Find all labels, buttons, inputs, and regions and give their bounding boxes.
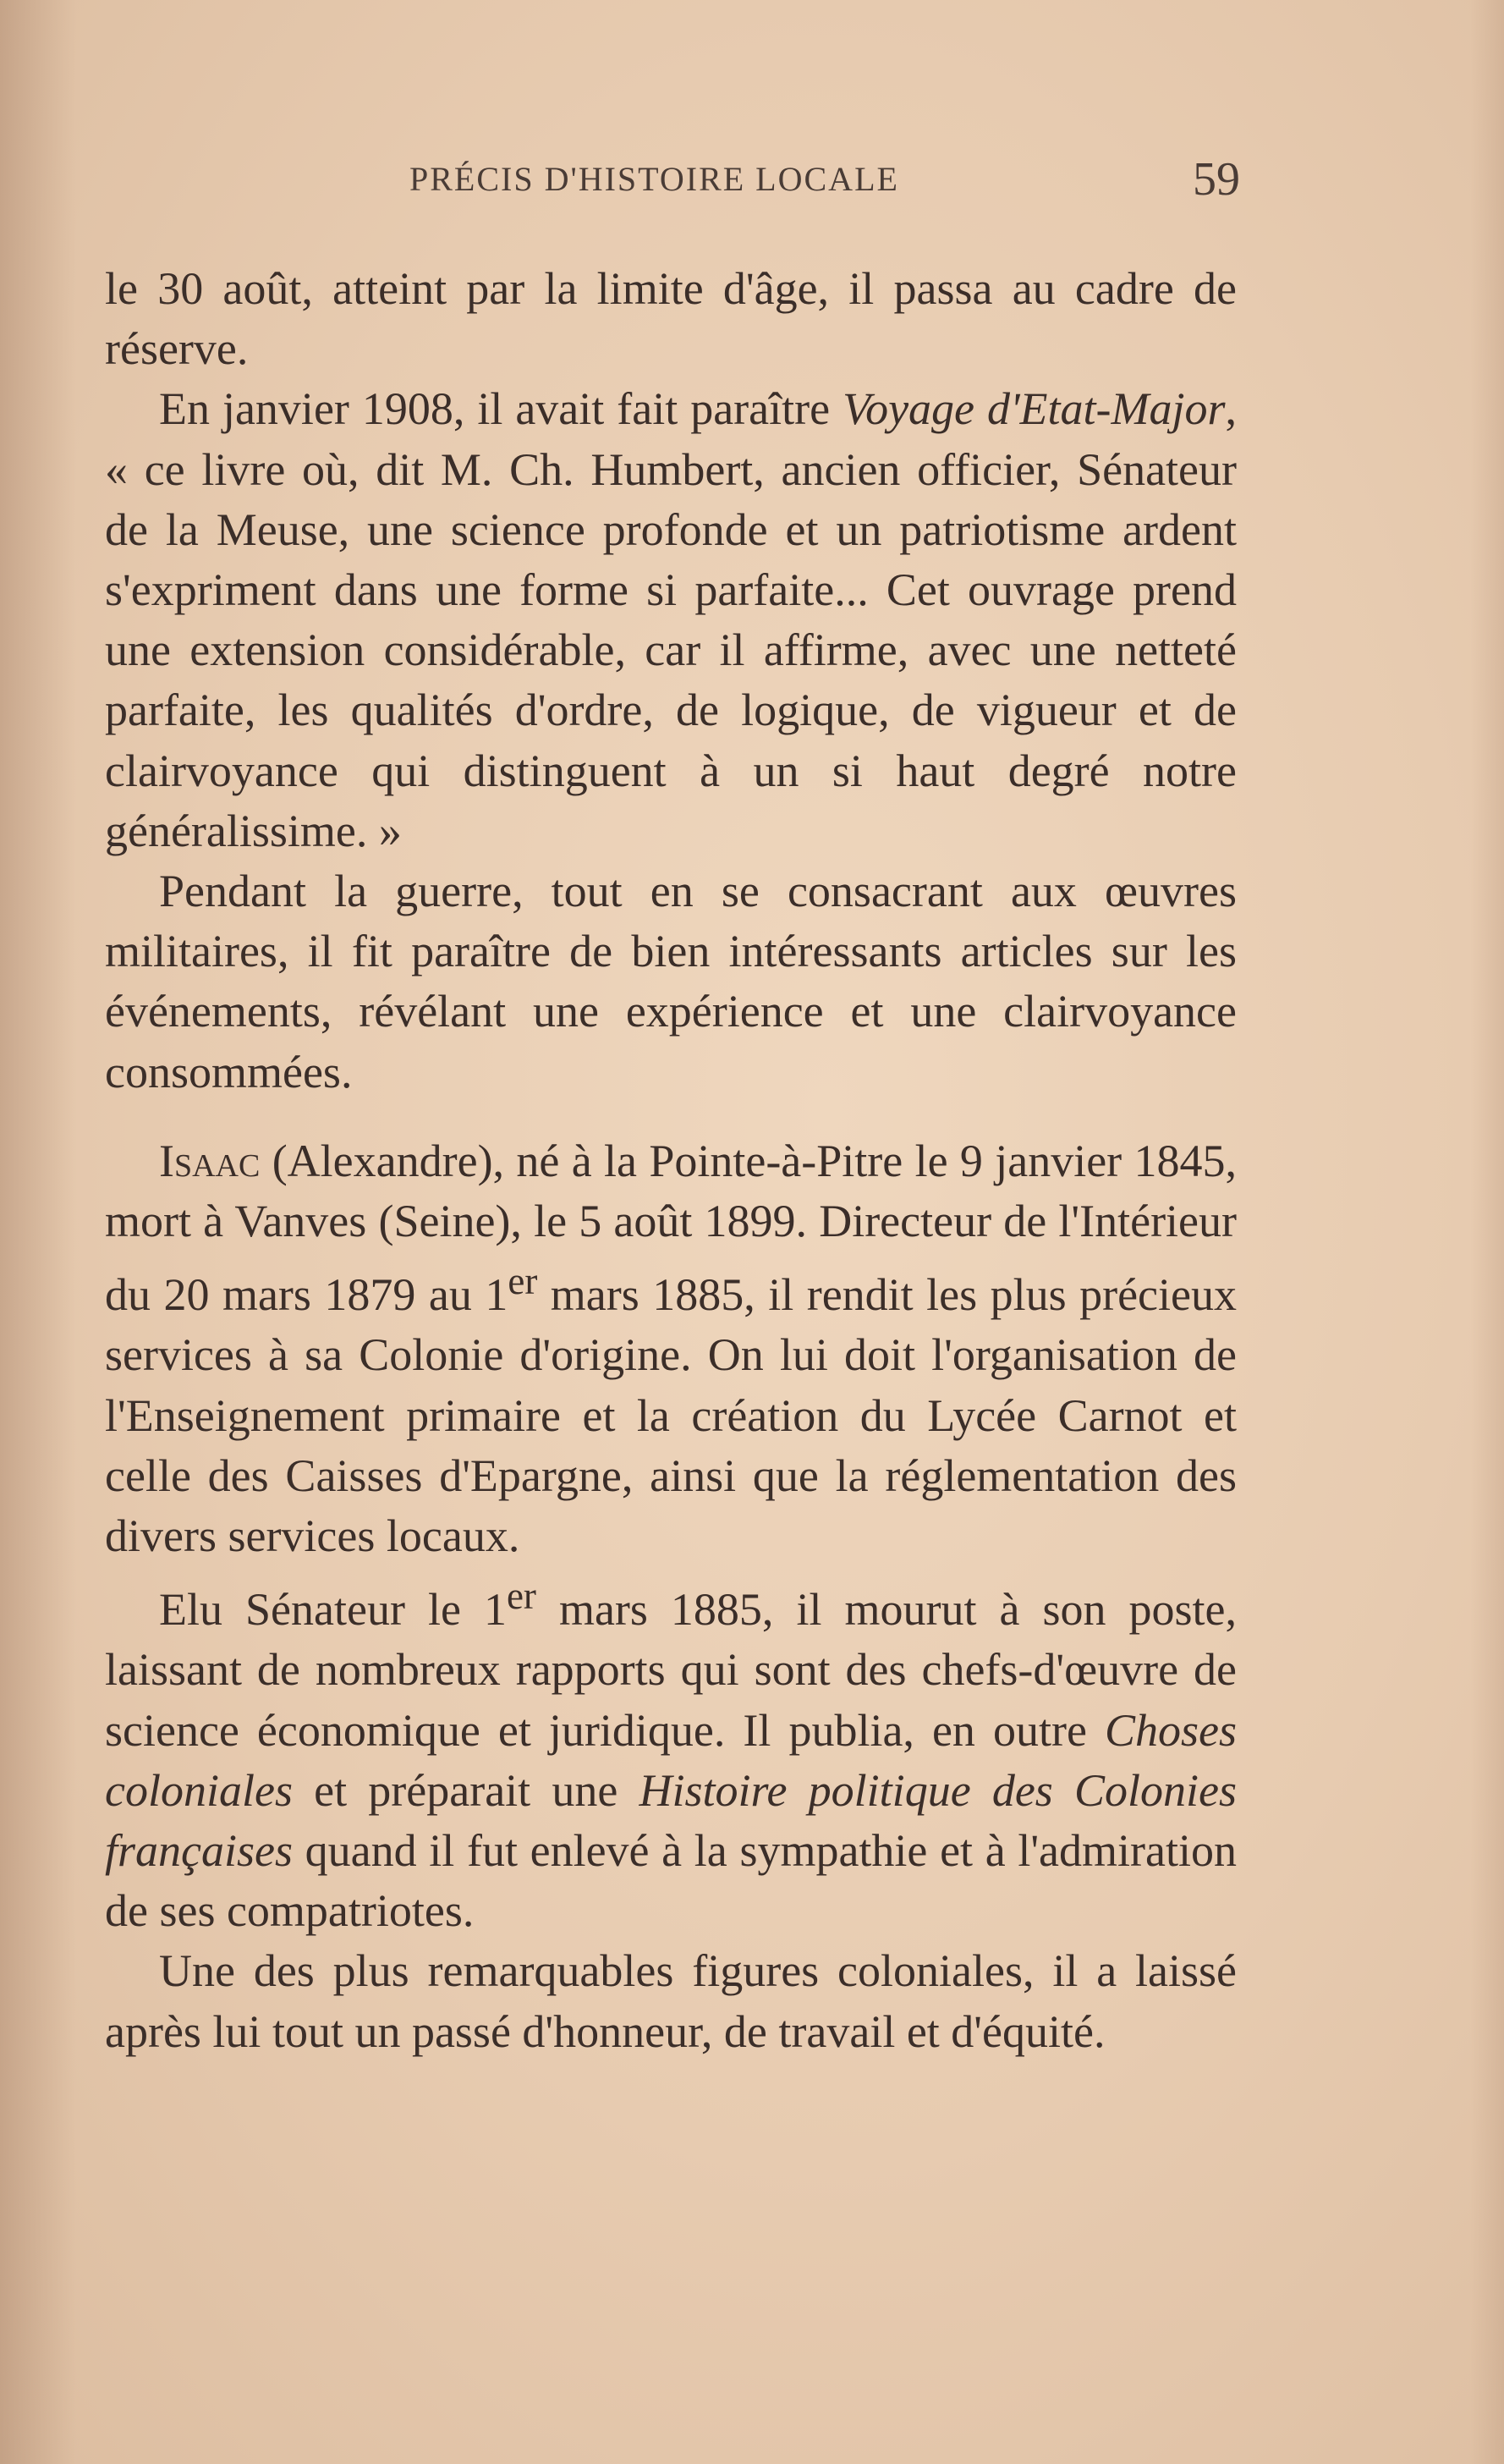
text-run: Elu Sénateur le 1 [159,1584,507,1636]
running-title: PRÉCIS D'HISTOIRE LOCALE [409,160,899,198]
book-title: Choses coloniales [105,1704,1237,1816]
entry-name: Isaac [159,1135,261,1186]
paragraph-guerre: Pendant la guerre, tout en se consacrant aux œuvres militaires, il fit paraître de bien intéressants articles sur les événements, révélant une expérience et une clairvoyance consommées. [105,866,1237,1097]
paragraph-senateur [105,1566,1237,1941]
text-run: (Alexandre), né à la Pointe-à-Pitre le 9 janvier 1845, mort à Vanves (Seine), le 5 août 1899. Directeur de l'Intérieur du 20 mars 1879 au 1 [105,1135,1237,1321]
text-run: En janvier 1908, il avait fait paraître [159,383,843,435]
book-title: Histoire politique des Colonies françaises [105,1764,1238,1877]
book-title: Voyage d'Etat-Major [843,383,1226,435]
text-run: , « ce livre où, dit M. Ch. Humbert, ancien officier, Sénateur de la Meuse, une science profonde et un patriotisme ardent s'expriment dans une forme si parfaite... Cet ouvrage prend une extension considérable, car il affirme, avec une netteté parfaite, les qualités d'ordre, de logique, de vigueur et de clairvoyance qui distinguent à un si haut degré notre généralissime. » [105,383,1238,856]
paragraph-conclusion: Une des plus remarquables figures coloniales, il a laissé après lui tout un passé d'honneur, de travail et d'équité. [105,1945,1237,2057]
text-run: mars 1885, il mourut à son poste, laissant de nombreux rapports qui sont des chefs-d'œuvre de science économique et juridique. Il publia, en outre [105,1584,1237,1756]
entry-isaac [105,1131,1237,1566]
paragraph-continuation: le 30 août, atteint par la limite d'âge, il passa au cadre de réserve. [105,263,1237,375]
paragraph-voyage-etat-major [105,379,1237,861]
page-number: 59 [1193,153,1240,206]
superscript: er [506,1575,536,1618]
text-run: quand il fut enlevé à la sympathie et à l'admiration de ses compatriotes. [105,1825,1237,1937]
superscript: er [508,1260,538,1303]
text-run: mars 1885, il rendit les plus précieux services à sa Colonie d'origine. On lui doit l'organisation de l'Enseignement primaire et la création du Lycée Carnot et celle des Caisses d'Epargne, ainsi que la réglementation des divers services locaux. [105,1269,1237,1562]
text-run: et préparait une [292,1764,639,1816]
body-text [105,259,1237,2062]
